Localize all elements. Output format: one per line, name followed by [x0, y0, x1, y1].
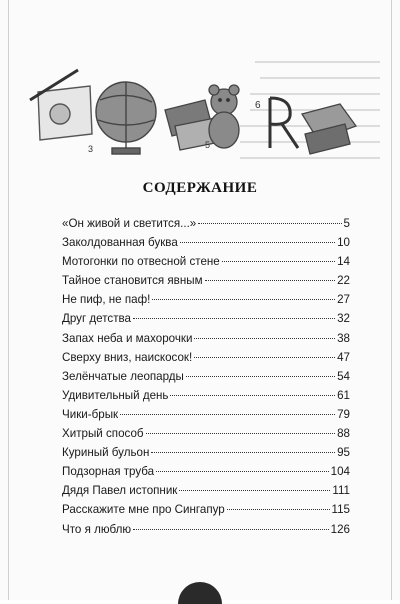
dot-leader — [194, 357, 335, 358]
page-number-tab — [178, 582, 222, 604]
toc-entry-title: Хитрый способ — [62, 427, 144, 441]
toc-entry-page: 61 — [337, 388, 350, 402]
toc-entry[interactable] — [62, 370, 350, 389]
toc-entry-page: 111 — [332, 484, 350, 498]
teddy-bear-sketch — [209, 85, 239, 148]
toc-entry[interactable] — [62, 351, 350, 370]
toc-entry[interactable] — [62, 389, 350, 408]
toc-entry-page: 88 — [337, 427, 350, 441]
toc-entry-title: Не пиф, не паф! — [62, 293, 151, 307]
dot-leader — [180, 242, 335, 243]
toc-entry-page: 32 — [337, 312, 350, 326]
toc-entry[interactable] — [62, 523, 350, 542]
dot-leader — [170, 395, 335, 396]
toc-entry-title: Дядя Павел истопник — [62, 484, 178, 498]
toc-entry-title: Заколдованная буква — [62, 236, 178, 250]
toc-entry-title: Зелёнчатые леопарды — [62, 369, 184, 383]
toc-entry-title: Удивительный день — [62, 388, 169, 402]
toc-entry[interactable] — [62, 274, 350, 293]
dot-leader — [227, 509, 330, 510]
toc-entry[interactable] — [62, 236, 350, 255]
dot-leader — [133, 529, 329, 530]
dot-leader — [222, 261, 335, 262]
globe-sketch — [96, 82, 156, 154]
dot-leader — [198, 223, 341, 224]
toc-entry-title: Чики-брык — [62, 407, 119, 421]
dot-leader — [194, 338, 335, 339]
toc-entry-title: Куриный бульон — [62, 446, 150, 460]
school-supplies-illustration — [0, 30, 400, 180]
toc-entry-title: Что я люблю — [62, 522, 132, 536]
toc-entry-page: 79 — [337, 407, 350, 421]
dot-leader — [151, 452, 335, 453]
digit-six: 6 — [255, 100, 261, 111]
toc-entry-page: 104 — [330, 465, 350, 479]
toc-entry[interactable] — [62, 427, 350, 446]
contents-heading: СОДЕРЖАНИЕ — [142, 180, 258, 196]
toc-entry-title: «Он живой и светится...» — [62, 217, 197, 230]
toc-entry-page: 10 — [337, 236, 350, 250]
toc-entry-page: 38 — [337, 331, 350, 345]
dot-leader — [186, 376, 335, 377]
toc-entry-title: Подзорная труба — [62, 465, 155, 479]
toc-entry-title: Мотогонки по отвесной стене — [62, 255, 220, 269]
toc-entry-page: 54 — [337, 369, 350, 383]
toc-entry-page: 14 — [337, 255, 350, 269]
toc-entry[interactable] — [62, 332, 350, 351]
toc-entry[interactable] — [62, 255, 350, 274]
toc-entry[interactable] — [62, 484, 350, 503]
toc-entry-page: 27 — [337, 293, 350, 307]
dot-leader — [146, 433, 336, 434]
dot-leader — [152, 299, 335, 300]
dot-leader — [179, 490, 330, 491]
toc-entry[interactable] — [62, 446, 350, 465]
toc-entry-title: Тайное становится явным — [62, 274, 203, 288]
toc-entry-title: Расскажите мне про Сингапур — [62, 503, 225, 517]
toc-entry-title: Друг детства — [62, 312, 132, 326]
toc-entry[interactable] — [62, 312, 350, 331]
toc-entry[interactable] — [62, 293, 350, 312]
table-of-contents — [62, 217, 350, 542]
digit-three: 3 — [88, 144, 94, 154]
toc-entry-page: 115 — [331, 503, 350, 517]
toc-entry[interactable] — [62, 465, 350, 484]
toc-entry-page: 47 — [337, 350, 350, 364]
dot-leader — [156, 471, 329, 472]
open-book-sketch — [302, 104, 356, 154]
dot-leader — [120, 414, 335, 415]
toc-entry-page: 5 — [343, 217, 350, 230]
toc-entry-page: 22 — [337, 274, 350, 288]
toc-entry-title: Запах неба и махорочки — [62, 331, 193, 345]
toc-entry-page: 126 — [330, 522, 350, 536]
toc-entry-page: 95 — [337, 446, 350, 460]
dot-leader — [205, 280, 336, 281]
digit-five: 5 — [205, 140, 211, 150]
pencil-case-sketch — [30, 70, 92, 140]
toc-entry[interactable] — [62, 408, 350, 427]
dot-leader — [133, 318, 335, 319]
toc-entry[interactable] — [62, 217, 350, 236]
letter-figure-sketch — [270, 98, 298, 148]
toc-entry-title: Сверху вниз, наискосок! — [62, 350, 193, 364]
toc-entry[interactable] — [62, 503, 350, 522]
